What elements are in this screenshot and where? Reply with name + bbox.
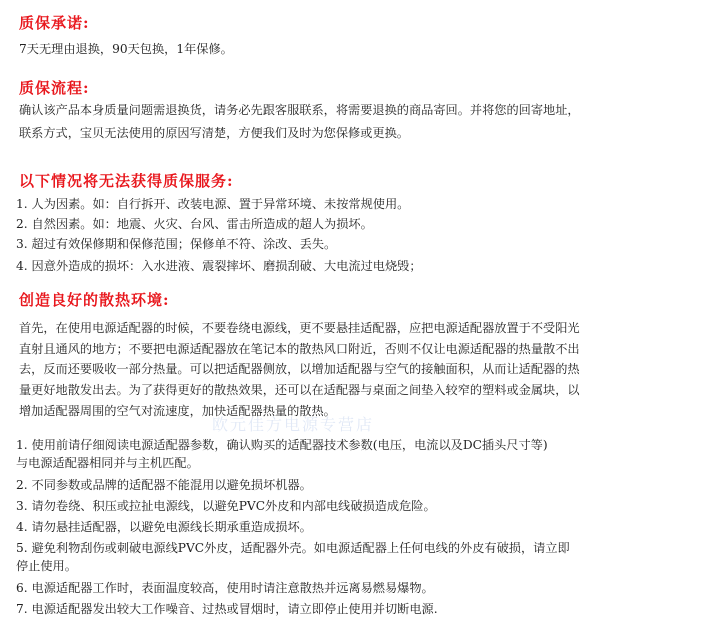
cooling-item: 3. 请勿卷绕、积压或拉扯电源线，以避免PVC外皮和内部电线破损造成危险。 xyxy=(16,499,436,513)
cooling-item: 2. 不同参数或品牌的适配器不能混用以避免损坏机器。 xyxy=(16,478,312,492)
cooling-paragraph-line: 量更好地散发出去。为了获得更好的散热效果，还可以在适配器与桌面之间垫入较窄的塑料或金属块，以 xyxy=(19,383,580,397)
cooling-item: 5. 避免利物刮伤或刺破电源线PVC外皮，适配器外壳。如电源适配器上任何电线的外皮有破损，请立即 xyxy=(16,541,570,555)
cooling-heading: 创造良好的散热环境: xyxy=(19,291,170,309)
warranty-promise-text: 7天无理由退换，90天包换，1年保修。 xyxy=(19,42,233,56)
warranty-promise-heading: 质保承诺: xyxy=(19,14,90,32)
cooling-item: 1. 使用前请仔细阅读电源适配器参数，确认购买的适配器技术参数(电压，电流以及DC插头尺寸等) xyxy=(16,438,548,452)
cooling-paragraph-line: 直射且通风的地方；不要把电源适配器放在笔记本的散热风口附近，否则不仅让电源适配器的热量散不出 xyxy=(19,342,580,356)
no-warranty-item: 1. 人为因素。如：自行拆开、改装电源、置于异常环境、未按常规使用。 xyxy=(16,197,410,211)
cooling-item: 停止使用。 xyxy=(16,559,77,573)
no-warranty-heading: 以下情况将无法获得质保服务: xyxy=(19,172,234,190)
cooling-paragraph-line: 去，反而还要吸收一部分热量。可以把适配器侧放，以增加适配器与空气的接触面积，从而让适配器的热 xyxy=(19,362,580,376)
store-watermark: 欧元佳方电源专营店 xyxy=(212,415,375,434)
cooling-item: 与电源适配器相同并与主机匹配。 xyxy=(16,456,199,470)
warranty-process-heading: 质保流程: xyxy=(19,79,90,97)
warranty-process-line: 联系方式，宝贝无法使用的原因写清楚，方便我们及时为您保修或更换。 xyxy=(19,126,409,140)
no-warranty-item: 2. 自然因素。如：地震、火灾、台风、雷击所造成的超人为损坏。 xyxy=(16,217,373,231)
cooling-paragraph-line: 增加适配器周围的空气对流速度，加快适配器热量的散热。 xyxy=(19,404,336,418)
cooling-paragraph-line: 首先，在使用电源适配器的时候，不要卷绕电源线，更不要悬挂适配器，应把电源适配器放置于不受阳光 xyxy=(19,321,580,335)
cooling-item: 6. 电源适配器工作时，表面温度较高，使用时请注意散热并远离易燃易爆物。 xyxy=(16,581,434,595)
cooling-item: 4. 请勿悬挂适配器，以避免电源线长期承重造成损坏。 xyxy=(16,520,312,534)
cooling-item: 7. 电源适配器发出较大工作噪音、过热或冒烟时，请立即停止使用并切断电源. xyxy=(16,602,438,616)
warranty-process-line: 确认该产品本身质量问题需退换货，请务必先跟客服联系，将需要退换的商品寄回。并将您的回寄地址， xyxy=(19,103,580,117)
no-warranty-item: 3. 超过有效保修期和保修范围；保修单不符、涂改、丢失。 xyxy=(16,237,337,251)
no-warranty-item: 4. 因意外造成的损坏：入水进液、震裂摔坏、磨损刮破、大电流过电烧毁； xyxy=(16,259,422,273)
